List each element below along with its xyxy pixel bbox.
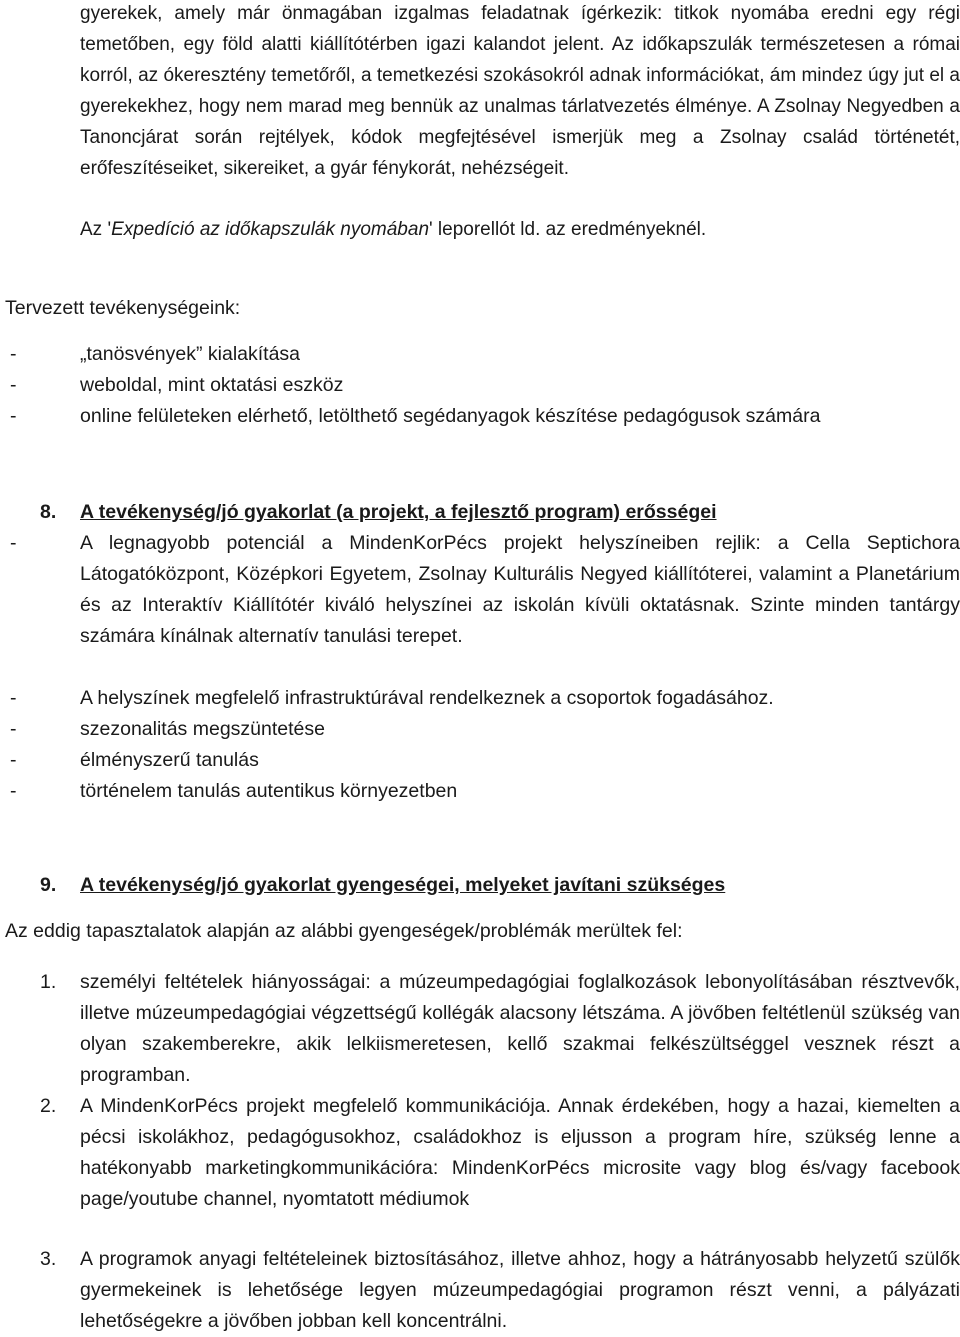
section9-intro: Az eddig tapasztalatok alapján az alábbi gyengeségek/problémák merültek fel:	[5, 920, 683, 942]
section8-number: 8.	[40, 501, 57, 523]
list-dash: -	[10, 749, 17, 771]
planned-item: weboldal, mint oktatási eszköz	[80, 374, 344, 396]
section9-item: A MindenKorPécs projekt megfelelő kommunikációja. Annak érdekében, hogy a hazai, kiemelten a pécsi iskolákhoz, pedagógusokhoz, családokhoz is eljusson a program híre, szükség lenne a hatékonyabb marketingkommunikációra: MindenKorPécs microsite vagy blog és/vagy facebook page/youtube channel, nyomtatott médiumok	[80, 1095, 960, 1210]
list-dash: -	[10, 687, 17, 709]
planned-item: online felületeken elérhető, letölthető segédanyagok készítése pedagógusok számára	[80, 405, 821, 427]
section8-item: szezonalitás megszüntetése	[80, 718, 325, 740]
list-number: 1.	[40, 971, 57, 993]
section8-item: élményszerű tanulás	[80, 749, 259, 771]
section8-title: A tevékenység/jó gyakorlat (a projekt, a fejlesztő program) erősségei	[80, 501, 717, 523]
section8-item: A legnagyobb potenciál a MindenKorPécs projekt helyszíneiben rejlik: a Cella Septichora Látogatóközpont, Középkori Egyetem, Zsolnay Kulturális Negyed kiállítóterei, valamint a Planetárium és az Interaktív Kiállítótér kiváló helyszínei az iskolán kívüli oktatásnak. Szinte minden tantárgy számára kínálnak alternatív tanulási terepet.	[80, 532, 960, 647]
intro-paragraph: gyerekek, amely már önmagában izgalmas feladatnak ígérkezik: titkok nyomába eredni egy régi temetőben, egy föld alatti kiállítótérben igazi kalandot jelent. Az időkapszulák természetesen a római korról, az ókeresztény temetőről, a temetkezési szokásokról adnak információkat, ám mindez úgy jut el a gyerekekhez, hogy nem marad meg bennük az unalmas tárlatvezetés élménye. A Zsolnay Negyedben a Tanoncjárat során rejtélyek, kódok megfejtésével ismerjük meg a Zsolnay család történetét, erőfeszítéseiket, sikereiket, a gyár fénykorát, nehézségeit.	[80, 3, 960, 179]
section9-title: A tevékenység/jó gyakorlat gyengeségei, melyeket javítani szükséges	[80, 874, 726, 896]
leporello-title: Expedíció az időkapszulák nyomában	[111, 219, 430, 240]
section8-item: A helyszínek megfelelő infrastruktúrával rendelkeznek a csoportok fogadásához.	[80, 687, 774, 709]
section9-item: személyi feltételek hiányosságai: a múzeumpedagógiai foglalkozások lebonyolításában résztvevők, illetve múzeumpedagógiai végzettségű kollégák alacsony létszáma. A jövőben feltétlenül szükség van olyan szakemberekre, akik lelkiismeretesen, kellő szakmai felkészültséggel vesznek részt a programban.	[80, 971, 960, 1086]
list-dash: -	[10, 718, 17, 740]
planned-title: Tervezett tevékenységeink:	[5, 297, 241, 319]
list-dash: -	[10, 405, 17, 427]
list-dash: -	[10, 532, 17, 554]
list-dash: -	[10, 374, 17, 396]
list-dash: -	[10, 343, 17, 365]
list-number: 3.	[40, 1248, 57, 1270]
section8-item: történelem tanulás autentikus környezetben	[80, 780, 458, 802]
list-dash: -	[10, 780, 17, 802]
planned-item: „tanösvények” kialakítása	[80, 343, 301, 365]
section9-item: A programok anyagi feltételeinek biztosításához, illetve ahhoz, hogy a hátrányosabb helyzetű szülők gyermekeinek is lehetősége legyen múzeumpedagógiai programon részt venni, a pályázati lehetőségekre a jövőben jobban kell koncentrálni.	[80, 1248, 960, 1332]
intro-leporello-line: Az 'Expedíció az időkapszulák nyomában' leporellót ld. az eredményeknél.	[80, 219, 707, 240]
list-number: 2.	[40, 1095, 57, 1117]
section9-number: 9.	[40, 874, 57, 896]
